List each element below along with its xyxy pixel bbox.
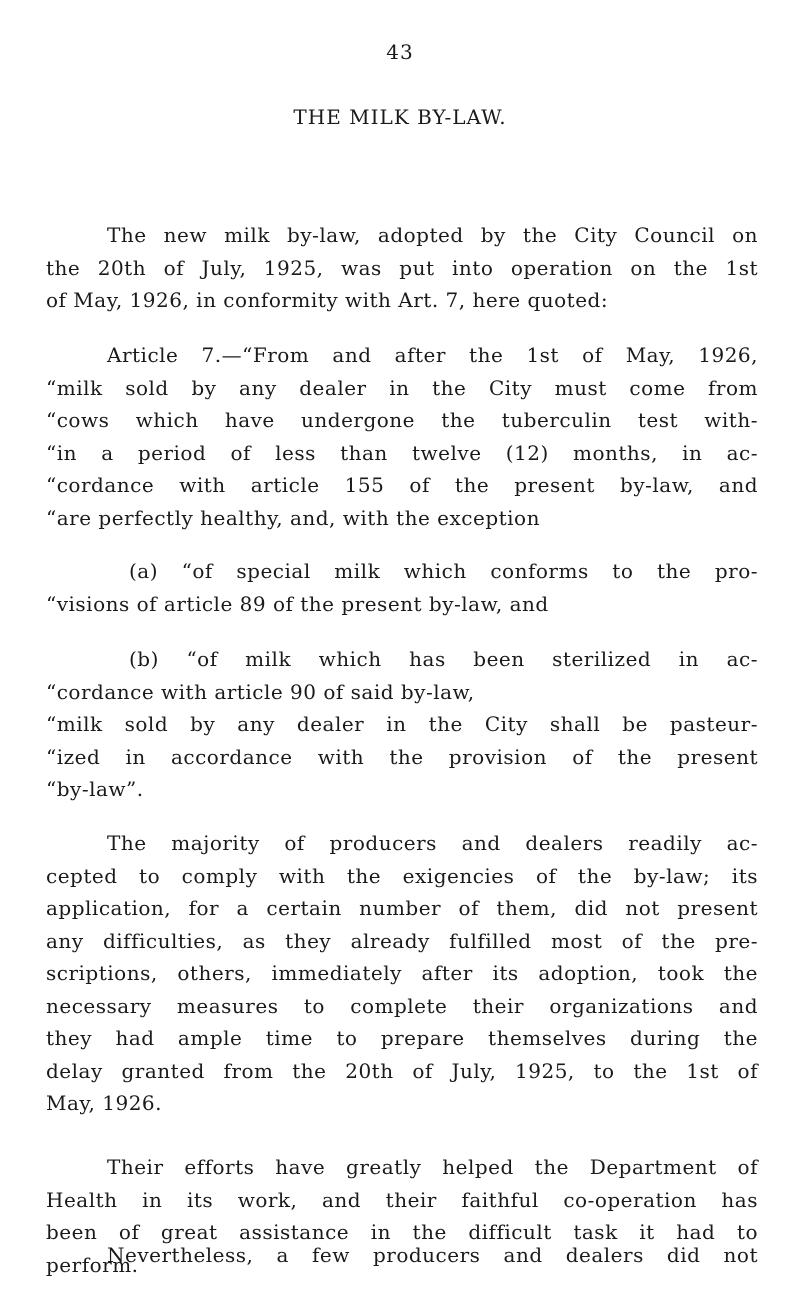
clause-b <box>46 643 758 806</box>
paragraph-majority <box>46 827 758 1120</box>
text-line: the 20th of July, 1925, was put into operation on the 1st <box>46 255 758 280</box>
text-line: May, 1926. <box>46 1091 163 1115</box>
text-line: “cows which have undergone the tuberculin test with- <box>46 408 758 432</box>
text-line: The majority of producers and dealers readily ac- <box>107 831 758 855</box>
text-line: of May, 1926, in conformity with Art. 7, here quoted: <box>46 288 609 312</box>
paragraph-nevertheless <box>46 1239 758 1272</box>
text-line: Their efforts have greatly helped the Department of <box>107 1155 758 1179</box>
text-line: necessary measures to complete their organizations and <box>46 993 758 1018</box>
text-line: been of great assistance in the difficult task it had to <box>46 1220 758 1244</box>
page-number: 43 <box>386 40 414 64</box>
text-line: “by-law”. <box>46 777 144 801</box>
text-line: (a) “of special milk which conforms to the pro- <box>129 559 758 583</box>
text-line: cepted to comply with the exigencies of the by-law; its <box>46 863 758 888</box>
text-line: perform. <box>46 1252 139 1277</box>
text-line: application, for a certain number of them, did not present <box>46 896 758 920</box>
clause-a <box>46 555 758 620</box>
text-line: Article 7.—“From and after the 1st of May, 1926, <box>107 343 758 367</box>
text-line: Health in its work, and their faithful co-operation has <box>46 1187 758 1212</box>
text-line: they had ample time to prepare themselves during the <box>46 1026 758 1050</box>
text-line: The new milk by-law, adopted by the City Council on <box>107 223 758 247</box>
text-line: “in a period of less than twelve (12) months, in ac- <box>46 440 758 465</box>
text-line: any difficulties, as they already fulfilled most of the pre- <box>46 928 758 953</box>
text-line: Nevertheless, a few producers and dealers did not <box>107 1243 758 1267</box>
text-line: “cordance with article 155 of the present by-law, and <box>46 473 758 497</box>
text-line: (b) “of milk which has been sterilized in ac- <box>129 647 758 671</box>
text-line: “ized in accordance with the provision of the present <box>46 744 758 769</box>
text-line: delay granted from the 20th of July, 1925, to the 1st of <box>46 1058 758 1083</box>
section-title: THE MILK BY-LAW. <box>293 105 507 129</box>
article-7-quote <box>46 339 758 534</box>
text-line: “milk sold by any dealer in the City shall be pasteur- <box>46 712 758 736</box>
text-line: “are perfectly healthy, and, with the exception <box>46 505 540 530</box>
text-line: “cordance with article 90 of said by-law, <box>46 679 475 704</box>
paragraph-intro <box>46 219 758 317</box>
text-line: scriptions, others, immediately after its adoption, took the <box>46 961 758 985</box>
text-line: “visions of article 89 of the present by-law, and <box>46 591 549 616</box>
text-line: “milk sold by any dealer in the City must come from <box>46 375 758 400</box>
